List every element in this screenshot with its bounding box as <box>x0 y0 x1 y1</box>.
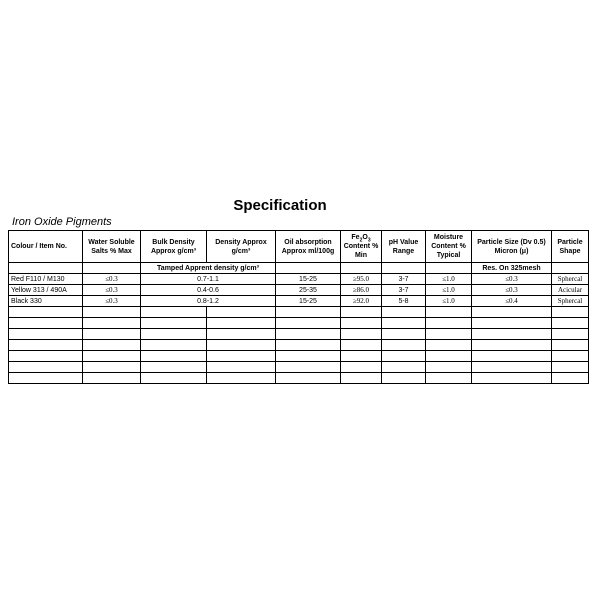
subheader-cell <box>382 263 426 274</box>
empty-row <box>9 362 589 373</box>
empty-cell <box>426 307 472 318</box>
empty-row <box>9 351 589 362</box>
empty-row <box>9 340 589 351</box>
row-fe2o3: ≥86.0 <box>341 285 382 296</box>
empty-row <box>9 329 589 340</box>
row-shape: Acicular <box>552 285 589 296</box>
empty-cell <box>341 318 382 329</box>
empty-cell <box>207 329 276 340</box>
empty-cell <box>276 318 341 329</box>
empty-cell <box>141 362 207 373</box>
empty-cell <box>83 307 141 318</box>
header-row <box>9 231 589 263</box>
header-fe-mid: O <box>362 234 368 241</box>
empty-cell <box>552 329 589 340</box>
header-fe-sub1: 2 <box>359 237 363 244</box>
subheader-row <box>9 263 589 274</box>
row-shape: Sphercal <box>552 296 589 307</box>
empty-cell <box>472 318 552 329</box>
subheader-cell <box>276 263 341 274</box>
empty-cell <box>83 340 141 351</box>
empty-row <box>9 373 589 384</box>
table-subtitle: Iron Oxide Pigments <box>12 216 112 228</box>
empty-cell <box>472 373 552 384</box>
row-shape: Sphercal <box>552 274 589 285</box>
empty-cell <box>83 362 141 373</box>
header-density: Density Approx g/cm³ <box>207 231 276 263</box>
subheader-tamped: Tamped Apprent density g/cm³ <box>141 263 276 274</box>
empty-cell <box>552 373 589 384</box>
row-oil: 25-35 <box>276 285 341 296</box>
subheader-cell <box>426 263 472 274</box>
empty-cell <box>472 329 552 340</box>
empty-cell <box>276 373 341 384</box>
empty-cell <box>9 340 83 351</box>
empty-cell <box>141 307 207 318</box>
empty-cell <box>141 373 207 384</box>
empty-cell <box>382 307 426 318</box>
empty-cell <box>382 373 426 384</box>
empty-cell <box>207 362 276 373</box>
empty-cell <box>382 362 426 373</box>
empty-cell <box>426 340 472 351</box>
page-title: Specification <box>233 197 327 214</box>
row-bulk-density: 0.7-1.1 <box>141 274 276 285</box>
empty-cell <box>9 362 83 373</box>
empty-cell <box>472 362 552 373</box>
empty-cell <box>426 329 472 340</box>
header-particle-shape: Particle Shape <box>552 231 589 263</box>
empty-cell <box>276 329 341 340</box>
subheader-cell <box>341 263 382 274</box>
empty-cell <box>426 373 472 384</box>
header-ph: pH Value Range <box>382 231 426 263</box>
header-fe-suffix: Content % Min <box>343 243 379 259</box>
subheader-cell <box>552 263 589 274</box>
empty-cell <box>426 351 472 362</box>
empty-cell <box>141 318 207 329</box>
row-water: ≤0.3 <box>83 296 141 307</box>
empty-cell <box>472 340 552 351</box>
empty-cell <box>552 307 589 318</box>
empty-cell <box>341 351 382 362</box>
empty-cell <box>83 329 141 340</box>
empty-cell <box>141 340 207 351</box>
empty-cell <box>341 340 382 351</box>
subheader-cell <box>9 263 83 274</box>
row-bulk-density: 0.4-0.6 <box>141 285 276 296</box>
row-particle-size: ≤0.3 <box>472 274 552 285</box>
row-oil: 15-25 <box>276 274 341 285</box>
row-ph: 3-7 <box>382 274 426 285</box>
empty-cell <box>83 318 141 329</box>
empty-cell <box>276 340 341 351</box>
row-name: Yellow 313 / 490A <box>9 285 83 296</box>
row-water: ≤0.3 <box>83 285 141 296</box>
header-moisture: Moisture Content % Typical <box>426 231 472 263</box>
empty-cell <box>341 307 382 318</box>
specification-table <box>8 230 589 384</box>
empty-cell <box>207 318 276 329</box>
empty-cell <box>9 307 83 318</box>
row-moisture: ≤1.0 <box>426 274 472 285</box>
row-moisture: ≤1.0 <box>426 285 472 296</box>
empty-row <box>9 318 589 329</box>
empty-cell <box>472 307 552 318</box>
empty-cell <box>552 340 589 351</box>
empty-cell <box>207 373 276 384</box>
header-oil-absorption: Oil absorption Approx ml/100g <box>276 231 341 263</box>
table-row <box>9 274 589 285</box>
row-fe2o3: ≥92.0 <box>341 296 382 307</box>
empty-cell <box>382 351 426 362</box>
row-ph: 5-8 <box>382 296 426 307</box>
header-fe-sub2: 3 <box>367 237 371 244</box>
header-fe-prefix: Fe <box>351 234 360 241</box>
row-ph: 3-7 <box>382 285 426 296</box>
header-particle-size: Particle Size (Dv 0.5) Micron (μ) <box>472 231 552 263</box>
empty-cell <box>341 329 382 340</box>
row-moisture: ≤1.0 <box>426 296 472 307</box>
row-name: Red F110 / M130 <box>9 274 83 285</box>
header-colour: Colour / Item No. <box>9 231 83 263</box>
row-fe2o3: ≥95.0 <box>341 274 382 285</box>
row-water: ≤0.3 <box>83 274 141 285</box>
empty-cell <box>426 318 472 329</box>
empty-cell <box>276 351 341 362</box>
empty-row <box>9 307 589 318</box>
empty-cell <box>472 351 552 362</box>
row-oil: 15-25 <box>276 296 341 307</box>
empty-cell <box>341 362 382 373</box>
empty-cell <box>9 373 83 384</box>
table-row <box>9 296 589 307</box>
empty-cell <box>276 307 341 318</box>
header-bulk-density: Bulk Density Approx g/cm³ <box>141 231 207 263</box>
empty-cell <box>83 373 141 384</box>
empty-cell <box>426 362 472 373</box>
subheader-cell <box>83 263 141 274</box>
empty-cell <box>382 340 426 351</box>
empty-cell <box>83 351 141 362</box>
row-bulk-density: 0.8-1.2 <box>141 296 276 307</box>
subheader-res: Res. On 325mesh <box>472 263 552 274</box>
empty-cell <box>9 351 83 362</box>
empty-cell <box>207 351 276 362</box>
row-particle-size: ≤0.4 <box>472 296 552 307</box>
header-fe2o3 <box>341 231 382 263</box>
empty-cell <box>382 318 426 329</box>
empty-cell <box>341 373 382 384</box>
empty-cell <box>207 307 276 318</box>
table-row <box>9 285 589 296</box>
empty-cell <box>141 329 207 340</box>
empty-cell <box>207 340 276 351</box>
empty-cell <box>552 351 589 362</box>
row-name: Black 330 <box>9 296 83 307</box>
header-water-soluble: Water Soluble Salts % Max <box>83 231 141 263</box>
empty-cell <box>552 318 589 329</box>
empty-cell <box>141 351 207 362</box>
empty-cell <box>382 329 426 340</box>
empty-cell <box>552 362 589 373</box>
row-particle-size: ≤0.3 <box>472 285 552 296</box>
empty-cell <box>9 318 83 329</box>
empty-cell <box>276 362 341 373</box>
empty-cell <box>9 329 83 340</box>
